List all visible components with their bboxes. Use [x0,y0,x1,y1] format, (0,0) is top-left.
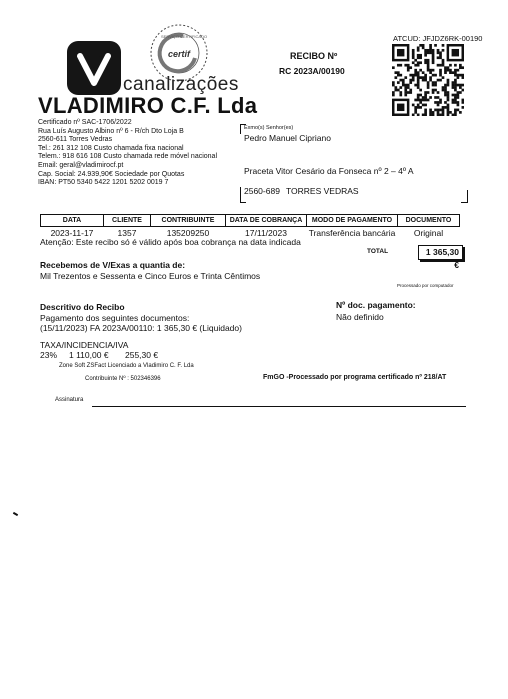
total-value: 1 365,30 € [418,245,463,260]
description-label: Descritivo do Recibo [40,302,125,312]
client-name: Pedro Manuel Cipriano [244,133,331,143]
brand-logo [67,41,121,95]
atcud-code: ATCUD: JFJDZ6RK-00190 [393,34,483,43]
qr-code-icon [392,44,464,116]
company-name: VLADIMIRO C.F. Lda [38,93,258,118]
table-cell: Transferência bancária [308,228,396,238]
table-cell: 17/11/2023 [245,228,287,238]
table-cell: 1357 [117,228,137,238]
column-header: DATA [41,215,104,227]
tax-base: 1 110,00 € [69,350,109,360]
signature-label: Assinatura [55,397,84,403]
company-line: Email: geral@vladimirocf.pt [38,161,124,169]
client-label: Exmo(s) Senhor(es) [244,125,294,131]
description-line: (15/11/2023) FA 2023A/00110: 1 365,30 € (Liquidado) [40,323,242,333]
software-license: Zone Soft ZSFact Licenciado a Vladimiro C. F. Lda [59,363,194,369]
amount-in-words: Mil Trezentos e Sessenta e Cinco Euros e Trinta Cêntimos [40,271,261,281]
company-line: Tel.: 261 312 108 Custo chamada fixa nacional [38,144,184,152]
scan-mark [13,512,18,516]
client-city: TORRES VEDRAS [286,186,359,196]
description-line: Pagamento dos seguintes documentos: [40,313,190,323]
payment-doc-label: Nº doc. pagamento: [336,300,416,310]
company-line: Certificado nº SAC-1706/2022 [38,119,132,126]
company-line: Rua Luís Augusto Albino nº 6 - R/ch Dto Loja B [38,127,184,135]
tax-label: TAXA/INCIDENCIA/IVA [40,340,129,350]
software-taxpayer: Contribuinte Nº : 502346396 [85,376,161,382]
receipt-table [40,214,460,239]
company-line: Telem.: 918 616 108 Custo chamada rede móvel nacional [38,153,217,161]
table-header-row [41,215,460,227]
validity-notice: Atenção: Este recibo só é válido após boa cobrança na data indicada [40,237,301,247]
column-header: DATA DE COBRANÇA [226,215,307,227]
amount-label: Recebemos de V/Exas a quantia de: [40,260,186,270]
company-line: IBAN: PT50 5340 5422 1201 5202 0019 7 [38,179,169,187]
column-header: CONTRIBUINTE [151,215,226,227]
client-postal-code: 2560-689 [244,186,280,196]
column-header: CLIENTE [104,215,151,227]
v-logo-icon [67,41,121,95]
receipt-number: RC 2023A/00190 [279,66,345,76]
certified-program: FmGO -Processado por programa certificado nº 218/AT [263,374,447,381]
payment-doc-value: Não definido [336,312,384,322]
column-header: MODO DE PAGAMENTO [307,215,398,227]
table-cell: 135209250 [166,228,210,238]
tax-rate: 23% [40,350,58,360]
signature-line [92,406,466,407]
company-line: Cap. Social: 24.939,90€ Sociedade por Quotas [38,170,185,178]
total-label: TOTAL [367,248,389,255]
receipt-title: RECIBO Nº [290,51,338,61]
tax-iva: 255,30 € [125,350,159,360]
table-cell: 2023-11-17 [50,228,94,238]
column-header: DOCUMENTO [398,215,460,227]
client-address: Praceta Vitor Cesário da Fonseca nº 2 – 4º A [244,166,414,176]
processed-note: Processado por computador [397,283,454,288]
seal-mark: certif [168,49,191,59]
company-details [38,119,217,188]
brand-subtitle: canalizações [123,74,239,95]
seal-text: SERVIÇO CERTIFICADO [161,34,208,39]
company-line: 2560-611 Torres Vedras [38,136,113,144]
table-cell: Original [413,228,444,238]
